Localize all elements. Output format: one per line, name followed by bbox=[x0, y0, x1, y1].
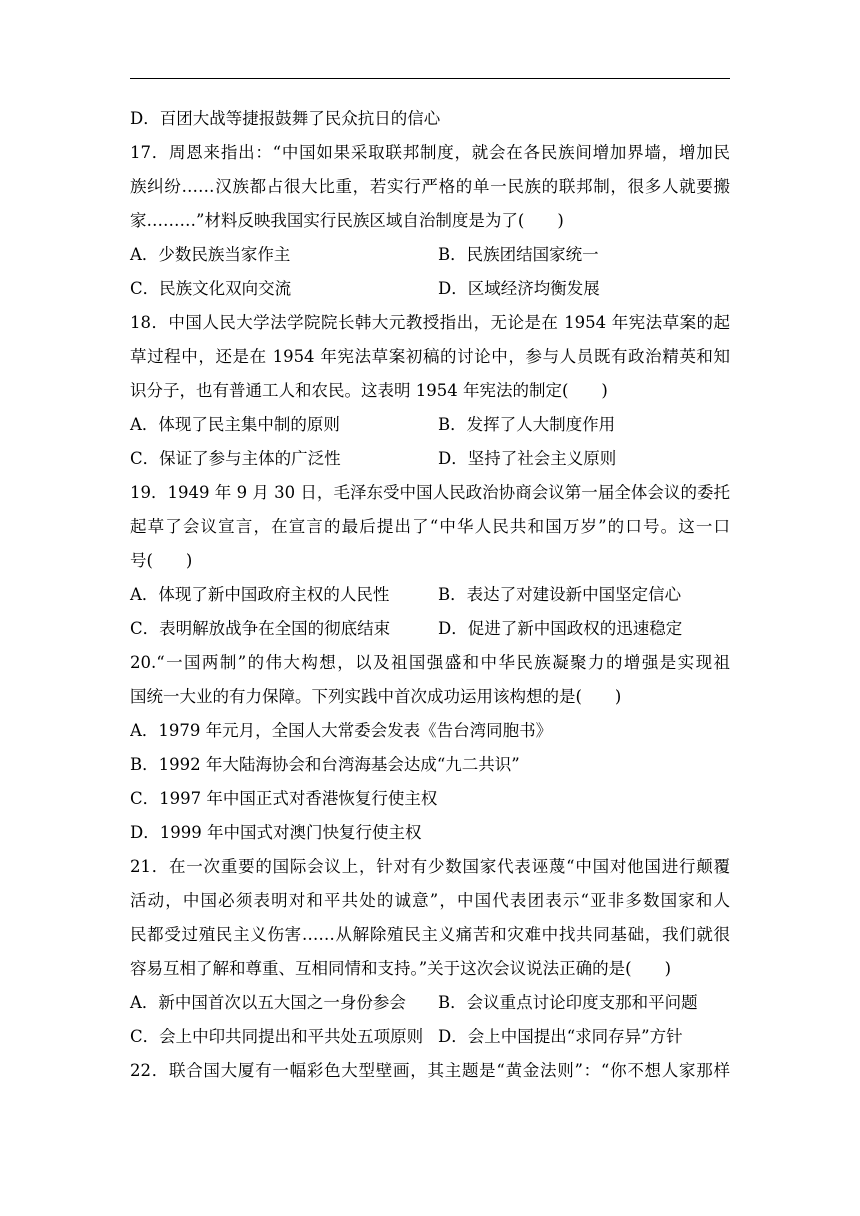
option-c: C．1997 年中国正式对香港恢复行使主权 bbox=[130, 789, 438, 808]
question-stem-line: 识分子，也有普通工人和农民。这表明 1954 年宪法的制定( ) bbox=[130, 381, 608, 400]
option-row bbox=[130, 408, 730, 442]
question-stem-line: 19．1949 年 9 月 30 日，毛泽东受中国人民政治协商会议第一届全体会议的委托 bbox=[130, 483, 730, 502]
question-stem-line: 民都受过殖民主义伤害……从解除殖民主义痛苦和灾难中找共同基础，我们就很 bbox=[130, 925, 730, 944]
option-row bbox=[130, 238, 730, 272]
option-b: B．会议重点讨论印度支那和平问题 bbox=[438, 993, 698, 1012]
question-19 bbox=[130, 476, 730, 646]
option-row bbox=[130, 986, 730, 1020]
option-b: B．1992 年大陆海协会和台湾海基会达成“九二共识” bbox=[130, 755, 520, 774]
question-stem-line: 活动，中国必须表明对和平共处的诚意”，中国代表团表示“亚非多数国家和人 bbox=[130, 891, 730, 910]
question-stem-line: 22．联合国大厦有一幅彩色大型壁画，其主题是“黄金法则”：“你不想人家那样 bbox=[130, 1061, 730, 1080]
question-stem-line: 族纠纷……汉族都占很大比重，若实行严格的单一民族的联邦制，很多人就要搬 bbox=[130, 177, 730, 196]
option-d: D．区域经济均衡发展 bbox=[438, 279, 600, 298]
option-c: C．保证了参与主体的广泛性 bbox=[130, 449, 341, 468]
question-stem-line: 国统一大业的有力保障。下列实践中首次成功运用该构想的是( ) bbox=[130, 687, 622, 706]
header-rule bbox=[130, 78, 730, 79]
question-18 bbox=[130, 306, 730, 476]
question-stem-line: 20.“一国两制”的伟大构想，以及祖国强盛和中华民族凝聚力的增强是实现祖 bbox=[130, 653, 730, 672]
question-stem-line: 号( ) bbox=[130, 551, 193, 570]
option-d: D．会上中国提出“求同存异”方针 bbox=[438, 1027, 683, 1046]
option-a: A．体现了民主集中制的原则 bbox=[130, 415, 340, 434]
question-stem-line: 家………”材料反映我国实行民族区域自治制度是为了( ) bbox=[130, 211, 564, 230]
option-row bbox=[130, 578, 730, 612]
question-stem-line: 17．周恩来指出：“中国如果采取联邦制度，就会在各民族间增加界墙，增加民 bbox=[130, 143, 730, 162]
option-row bbox=[130, 442, 730, 476]
question-stem-line: 21．在一次重要的国际会议上，针对有少数国家代表诬蔑“中国对他国进行颠覆 bbox=[130, 857, 730, 876]
question-22 bbox=[130, 1054, 730, 1088]
question-17 bbox=[130, 136, 730, 306]
option-row bbox=[130, 272, 730, 306]
option-c: C．民族文化双向交流 bbox=[130, 279, 292, 298]
document-body bbox=[130, 102, 730, 1088]
question-stem-line: 容易互相了解和尊重、互相同情和支持。”关于这次会议说法正确的是( ) bbox=[130, 959, 672, 978]
question-stem-line: 草过程中，还是在 1954 年宪法草案初稿的讨论中，参与人员既有政治精英和知 bbox=[130, 347, 730, 366]
option-a: A．新中国首次以五大国之一身份参会 bbox=[130, 993, 406, 1012]
question-stem-line: 18．中国人民大学法学院院长韩大元教授指出，无论是在 1954 年宪法草案的起 bbox=[130, 313, 730, 332]
option-row bbox=[130, 612, 730, 646]
question-20 bbox=[130, 646, 730, 850]
option-c: C．表明解放战争在全国的彻底结束 bbox=[130, 619, 391, 638]
option-d: D．1999 年中国式对澳门快复行使主权 bbox=[130, 823, 422, 842]
option-b: B．民族团结国家统一 bbox=[438, 245, 599, 264]
option-a: A．体现了新中国政府主权的人民性 bbox=[130, 585, 390, 604]
option-c: C．会上中印共同提出和平共处五项原则 bbox=[130, 1027, 424, 1046]
option-a: A．1979 年元月，全国人大常委会发表《告台湾同胞书》 bbox=[130, 721, 553, 740]
option-d: D．坚持了社会主义原则 bbox=[438, 449, 617, 468]
option-d-previous-question: D．百团大战等捷报鼓舞了民众抗日的信心 bbox=[130, 109, 441, 128]
option-b: B．发挥了人大制度作用 bbox=[438, 415, 616, 434]
option-row bbox=[130, 1020, 730, 1054]
option-b: B．表达了对建设新中国坚定信心 bbox=[438, 585, 682, 604]
question-stem-line: 起草了会议宣言，在宣言的最后提出了“中华人民共和国万岁”的口号。这一口 bbox=[130, 517, 730, 536]
option-a: A．少数民族当家作主 bbox=[130, 245, 291, 264]
option-d: D．促进了新中国政权的迅速稳定 bbox=[438, 619, 683, 638]
question-21 bbox=[130, 850, 730, 1054]
